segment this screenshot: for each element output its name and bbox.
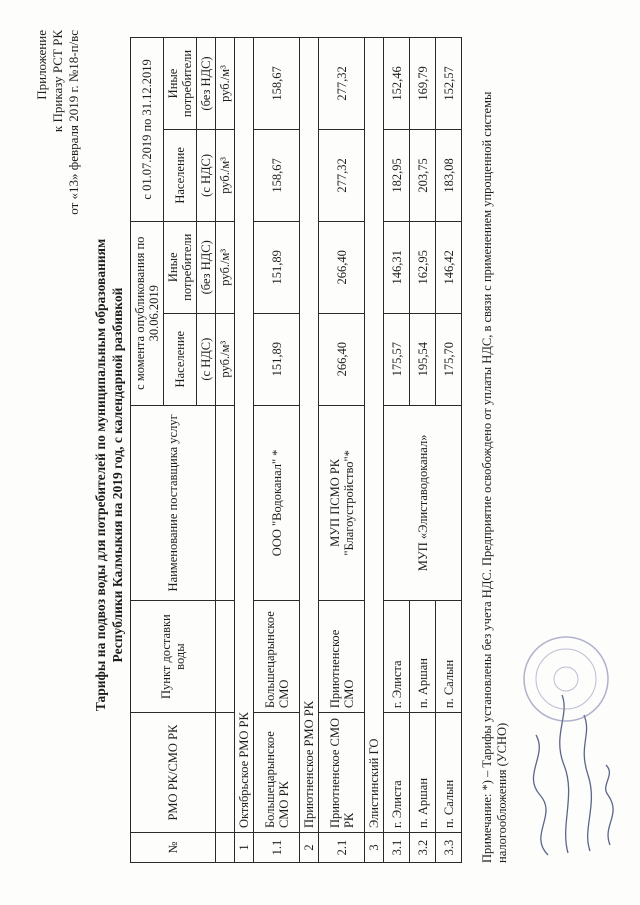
group-name: Элистинский ГО	[365, 38, 384, 833]
header-novat-2: (без НДС)	[197, 38, 216, 130]
footnote-label: Примечание:	[480, 793, 494, 863]
table-row	[319, 38, 365, 863]
tariff-value: 146,31	[384, 221, 410, 313]
row-num: 3.1	[384, 833, 410, 863]
header-other-2: Иные потребители	[164, 38, 197, 130]
tariff-value: 152,57	[436, 38, 462, 130]
header-novat-1: (без НДС)	[197, 221, 216, 313]
tariff-value: 266,40	[319, 221, 365, 313]
tariff-value: 183,08	[436, 129, 462, 221]
title-line-2: Республики Калмыкия на 2019 год, с календарной разбивкой	[110, 287, 125, 663]
unit-cell: руб./м³	[216, 38, 235, 130]
row-num: 2.1	[319, 833, 365, 863]
header-population-2: Население	[164, 129, 197, 221]
row-num: 3	[365, 833, 384, 863]
footnote	[480, 37, 510, 863]
tariff-value: 277,32	[319, 129, 365, 221]
row-num: 2	[300, 833, 319, 863]
tariff-value: 151,89	[254, 221, 300, 313]
tariff-value: 277,32	[319, 38, 365, 130]
header-vat-1: (с НДС)	[197, 313, 216, 405]
tariff-value: 175,70	[436, 313, 462, 405]
appendix-block	[34, 30, 82, 215]
title-line-1: Тарифы на подвоз воды для потребителей по муниципальным образованиям	[93, 238, 108, 712]
footnote-text: *) – Тарифы установлены без учета НДС. Предприятие освобождено от уплаты НДС, в связи с применением упрощенной системы налогообложения (УСНО)	[480, 91, 509, 863]
table-row	[384, 38, 410, 863]
tariff-value: 182,95	[384, 129, 410, 221]
row-num: 1.1	[254, 833, 300, 863]
tariff-value: 146,42	[436, 221, 462, 313]
unit-cell: руб./м³	[216, 129, 235, 221]
row-point: Приютненское СМО	[319, 601, 365, 713]
group-row	[365, 38, 384, 863]
row-point: п. Салын	[436, 601, 462, 713]
appendix-order: к Приказу РСТ РК	[50, 30, 65, 133]
unit-row	[216, 38, 235, 863]
tariff-value: 175,57	[384, 313, 410, 405]
row-point: г. Элиста	[384, 601, 410, 713]
row-supplier: ООО "Водоканал" *	[254, 405, 300, 601]
tariff-value: 152,46	[384, 38, 410, 130]
group-row	[235, 38, 254, 863]
tariff-value: 158,67	[254, 129, 300, 221]
unit-cell: руб./м³	[216, 313, 235, 405]
document-title	[92, 205, 126, 745]
group-row	[300, 38, 319, 863]
tariff-value: 158,67	[254, 38, 300, 130]
header-supplier: Наименование поставщика услуг	[131, 405, 216, 601]
header-num: №	[131, 833, 216, 863]
row-point: Большецарынское СМО	[254, 601, 300, 713]
row-point: п. Аршан	[410, 601, 436, 713]
tariff-value: 203,75	[410, 129, 436, 221]
tariff-table	[130, 37, 462, 863]
official-seal	[520, 633, 612, 725]
tariff-value: 195,54	[410, 313, 436, 405]
row-rmo: п. Аршан	[410, 713, 436, 833]
row-num: 1	[235, 833, 254, 863]
tariff-value: 266,40	[319, 313, 365, 405]
row-supplier: МУП «Элиставодоканал»	[384, 405, 462, 601]
header-population-1: Население	[164, 313, 197, 405]
tariff-value: 162,95	[410, 221, 436, 313]
tariff-value: 169,79	[410, 38, 436, 130]
header-point: Пункт доставки воды	[131, 601, 216, 713]
unit-cell: руб./м³	[216, 221, 235, 313]
header-row-1	[131, 38, 164, 863]
header-vat-2: (с НДС)	[197, 129, 216, 221]
header-other-1: Иные потребители	[164, 221, 197, 313]
group-name: Октябрьское РМО РК	[235, 38, 254, 833]
header-rmo: РМО РК/СМО РК	[131, 713, 216, 833]
row-rmo: Большецарынское СМО РК	[254, 713, 300, 833]
group-name: Приютненское РМО РК	[300, 38, 319, 833]
row-rmo: Приютненское СМО РК	[319, 713, 365, 833]
appendix-title: Приложение	[34, 30, 49, 100]
table-row	[254, 38, 300, 863]
header-period-2: с 01.07.2019 по 31.12.2019	[131, 38, 164, 222]
header-period-1: с момента опубликования по 30.06.2019	[131, 221, 164, 405]
row-num: 3.3	[436, 833, 462, 863]
row-num: 3.2	[410, 833, 436, 863]
appendix-date: от «13» февраля 2019 г. №18-п/вс	[66, 30, 81, 215]
row-supplier: МУП ПСМО РК "Благоустройство"*	[319, 405, 365, 601]
row-rmo: г. Элиста	[384, 713, 410, 833]
row-rmo: п. Салын	[436, 713, 462, 833]
tariff-value: 151,89	[254, 313, 300, 405]
